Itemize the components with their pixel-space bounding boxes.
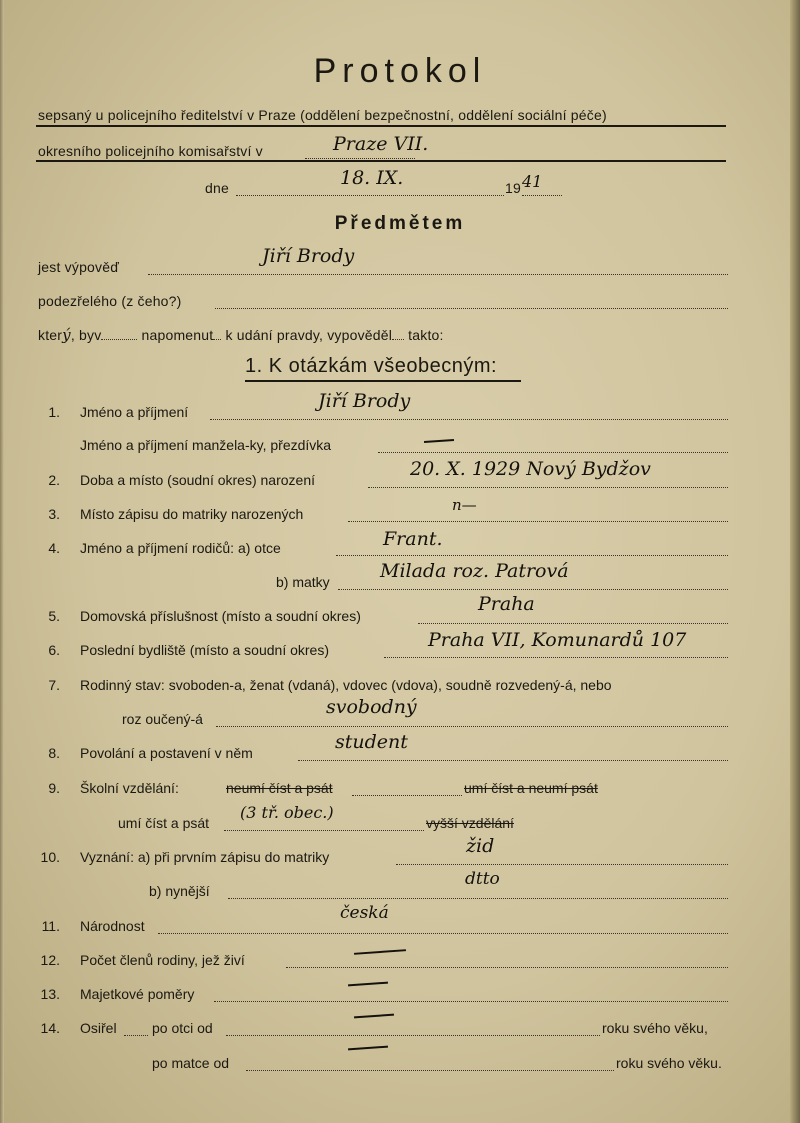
item-2-dots	[368, 487, 728, 488]
spouse-dots	[378, 452, 728, 453]
item-12-dash	[354, 949, 406, 955]
item-4-value: Frant.	[383, 528, 443, 550]
item-14-number: 14.	[40, 1020, 60, 1036]
item-11-dots	[158, 933, 728, 934]
item-10-dots	[396, 864, 728, 865]
item-10-value: žid	[466, 835, 495, 857]
item-10-label: Vyznání: a) při prvním zápisu do matriky	[80, 849, 330, 865]
suspect-label: podezřelého (z čeho?)	[38, 293, 182, 309]
mother-label: b) matky	[276, 574, 330, 590]
year-prefix: 19	[505, 180, 521, 196]
section-1-title: 1. K otázkám všeobecným:	[245, 355, 498, 377]
paper-edge-left	[0, 0, 4, 1123]
header-line-2-value: Praze VII.	[333, 133, 429, 155]
header-line-2-dots	[305, 158, 415, 159]
item-11-value: česká	[340, 903, 389, 923]
item-7-value: svobodný	[326, 696, 417, 718]
statement-dots	[148, 274, 728, 275]
orphan-mother-dash	[348, 1046, 388, 1051]
item-4-label: Jméno a příjmení rodičů: a) otce	[80, 540, 281, 556]
year-value: 41	[522, 172, 543, 191]
item-2-label: Doba a místo (soudní okres) narození	[80, 472, 316, 488]
item-13-dash	[348, 982, 388, 987]
item-6-number: 6.	[48, 642, 60, 658]
item-7-label-cont: roz oučený-á	[122, 711, 203, 727]
item-6-dots	[384, 657, 728, 658]
item-6-label: Poslední bydliště (místo a soudní okres)	[80, 642, 330, 658]
item-3-dots	[348, 521, 728, 522]
item-5-number: 5.	[48, 608, 60, 624]
item-8-number: 8.	[48, 745, 60, 761]
date-value: 18. IX.	[340, 167, 404, 189]
admonition-rest4: takto:	[408, 327, 444, 343]
date-dots	[236, 195, 504, 196]
religion-current-value: dtto	[465, 869, 500, 889]
item-1-value: Jiří Brody	[318, 390, 411, 412]
item-5-label: Domovská příslušnost (místo a soudní okres)	[80, 608, 361, 624]
item-14-label: Osiřel	[80, 1020, 117, 1036]
admonition-rest2: napomenut	[141, 327, 214, 343]
item-9-number: 9.	[48, 780, 60, 796]
item-4-number: 4.	[48, 540, 60, 556]
item-3-number: 3.	[48, 506, 60, 522]
item-13-number: 13.	[40, 986, 60, 1002]
spouse-label: Jméno a příjmení manžela-ky, přezdívka	[80, 437, 332, 453]
item-6-value: Praha VII, Komunardů 107	[428, 629, 687, 651]
admonition-rest3: k udání pravdy, vypověděl	[225, 327, 393, 343]
paper-edge-right	[790, 0, 800, 1123]
admonition-k: kter	[38, 327, 63, 343]
item-1-number: 1.	[48, 404, 60, 420]
orphan-father-label: po otci od	[152, 1020, 213, 1036]
item-8-label: Povolání a postavení v něm	[80, 745, 253, 761]
item-13-label: Majetkové poměry	[80, 986, 195, 1002]
item-10-number: 10.	[40, 849, 60, 865]
item-5-dots	[418, 623, 728, 624]
orphan-mother-age-label: roku svého věku.	[616, 1055, 722, 1071]
orphan-mother-label: po matce od	[152, 1055, 230, 1071]
statement-label: jest výpověď	[38, 259, 120, 275]
education-dots-2	[224, 830, 424, 831]
item-11-label: Národnost	[80, 918, 145, 934]
header-line-2-label: okresního policejního komisařství v	[38, 143, 263, 159]
education-option-higher: vyšší vzdělání	[426, 815, 514, 831]
item-7-label: Rodinný stav: svoboden-a, ženat (vdaná), vdovec (vdova), soudně rozvedený-á, nebo	[80, 677, 612, 693]
item-12-dots	[286, 967, 728, 968]
orphan-father-dots	[226, 1035, 600, 1036]
item-1-dots	[210, 419, 728, 420]
header-rule-1	[36, 125, 726, 127]
subject-heading: Předmětem	[334, 213, 466, 234]
item-12-label: Počet členů rodiny, jež živí	[80, 952, 245, 968]
item-12-number: 12.	[40, 952, 60, 968]
education-option-read-only: umí číst a neumí psát	[464, 780, 598, 796]
education-dots-1	[352, 795, 462, 796]
admonition-rest1: , byv	[70, 327, 102, 343]
item-7-dots	[216, 726, 728, 727]
mother-value: Milada roz. Patrová	[380, 560, 569, 582]
orphan-father-dash	[354, 1014, 394, 1019]
item-8-dots	[298, 760, 728, 761]
year-dots	[522, 195, 562, 196]
religion-current-label: b) nynější	[149, 883, 210, 899]
admonition-k-value: ý	[62, 326, 71, 344]
item-13-dots	[214, 1001, 728, 1002]
item-5-value: Praha	[478, 593, 535, 615]
header-rule-2	[36, 160, 726, 162]
date-label: dne	[205, 180, 229, 196]
item-2-number: 2.	[48, 472, 60, 488]
item-7-number: 7.	[48, 677, 60, 693]
education-option-illiterate: neumí číst a psát	[226, 780, 333, 796]
religion-current-dots	[228, 898, 728, 899]
admonition-line	[38, 326, 444, 344]
section-1-underline	[245, 380, 521, 382]
statement-value: Jiří Brody	[262, 245, 355, 267]
item-1-label: Jméno a příjmení	[80, 404, 189, 420]
item-3-value: n—	[452, 496, 477, 514]
education-literate-label: umí číst a psát	[118, 815, 210, 831]
item-11-number: 11.	[41, 918, 60, 934]
education-literate-value: (3 tř. obec.)	[240, 803, 334, 822]
suspect-dots	[215, 308, 728, 309]
form-title: Protokol	[313, 52, 487, 90]
item-8-value: student	[335, 731, 408, 753]
item-4-dots	[336, 555, 728, 556]
orphan-father-age-label: roku svého věku,	[602, 1020, 708, 1036]
item-2-value: 20. X. 1929 Nový Bydžov	[410, 458, 651, 480]
spouse-dash	[424, 439, 454, 443]
orphan-mother-dots	[246, 1070, 614, 1071]
item-3-label: Místo zápisu do matriky narozených	[80, 506, 304, 522]
header-line-1: sepsaný u policejního ředitelství v Praze (oddělení bezpečnostní, oddělení sociální péče)	[38, 107, 607, 123]
item-9-label: Školní vzdělání:	[80, 780, 179, 796]
mother-dots	[338, 589, 728, 590]
item-14-dots-a	[124, 1035, 148, 1036]
